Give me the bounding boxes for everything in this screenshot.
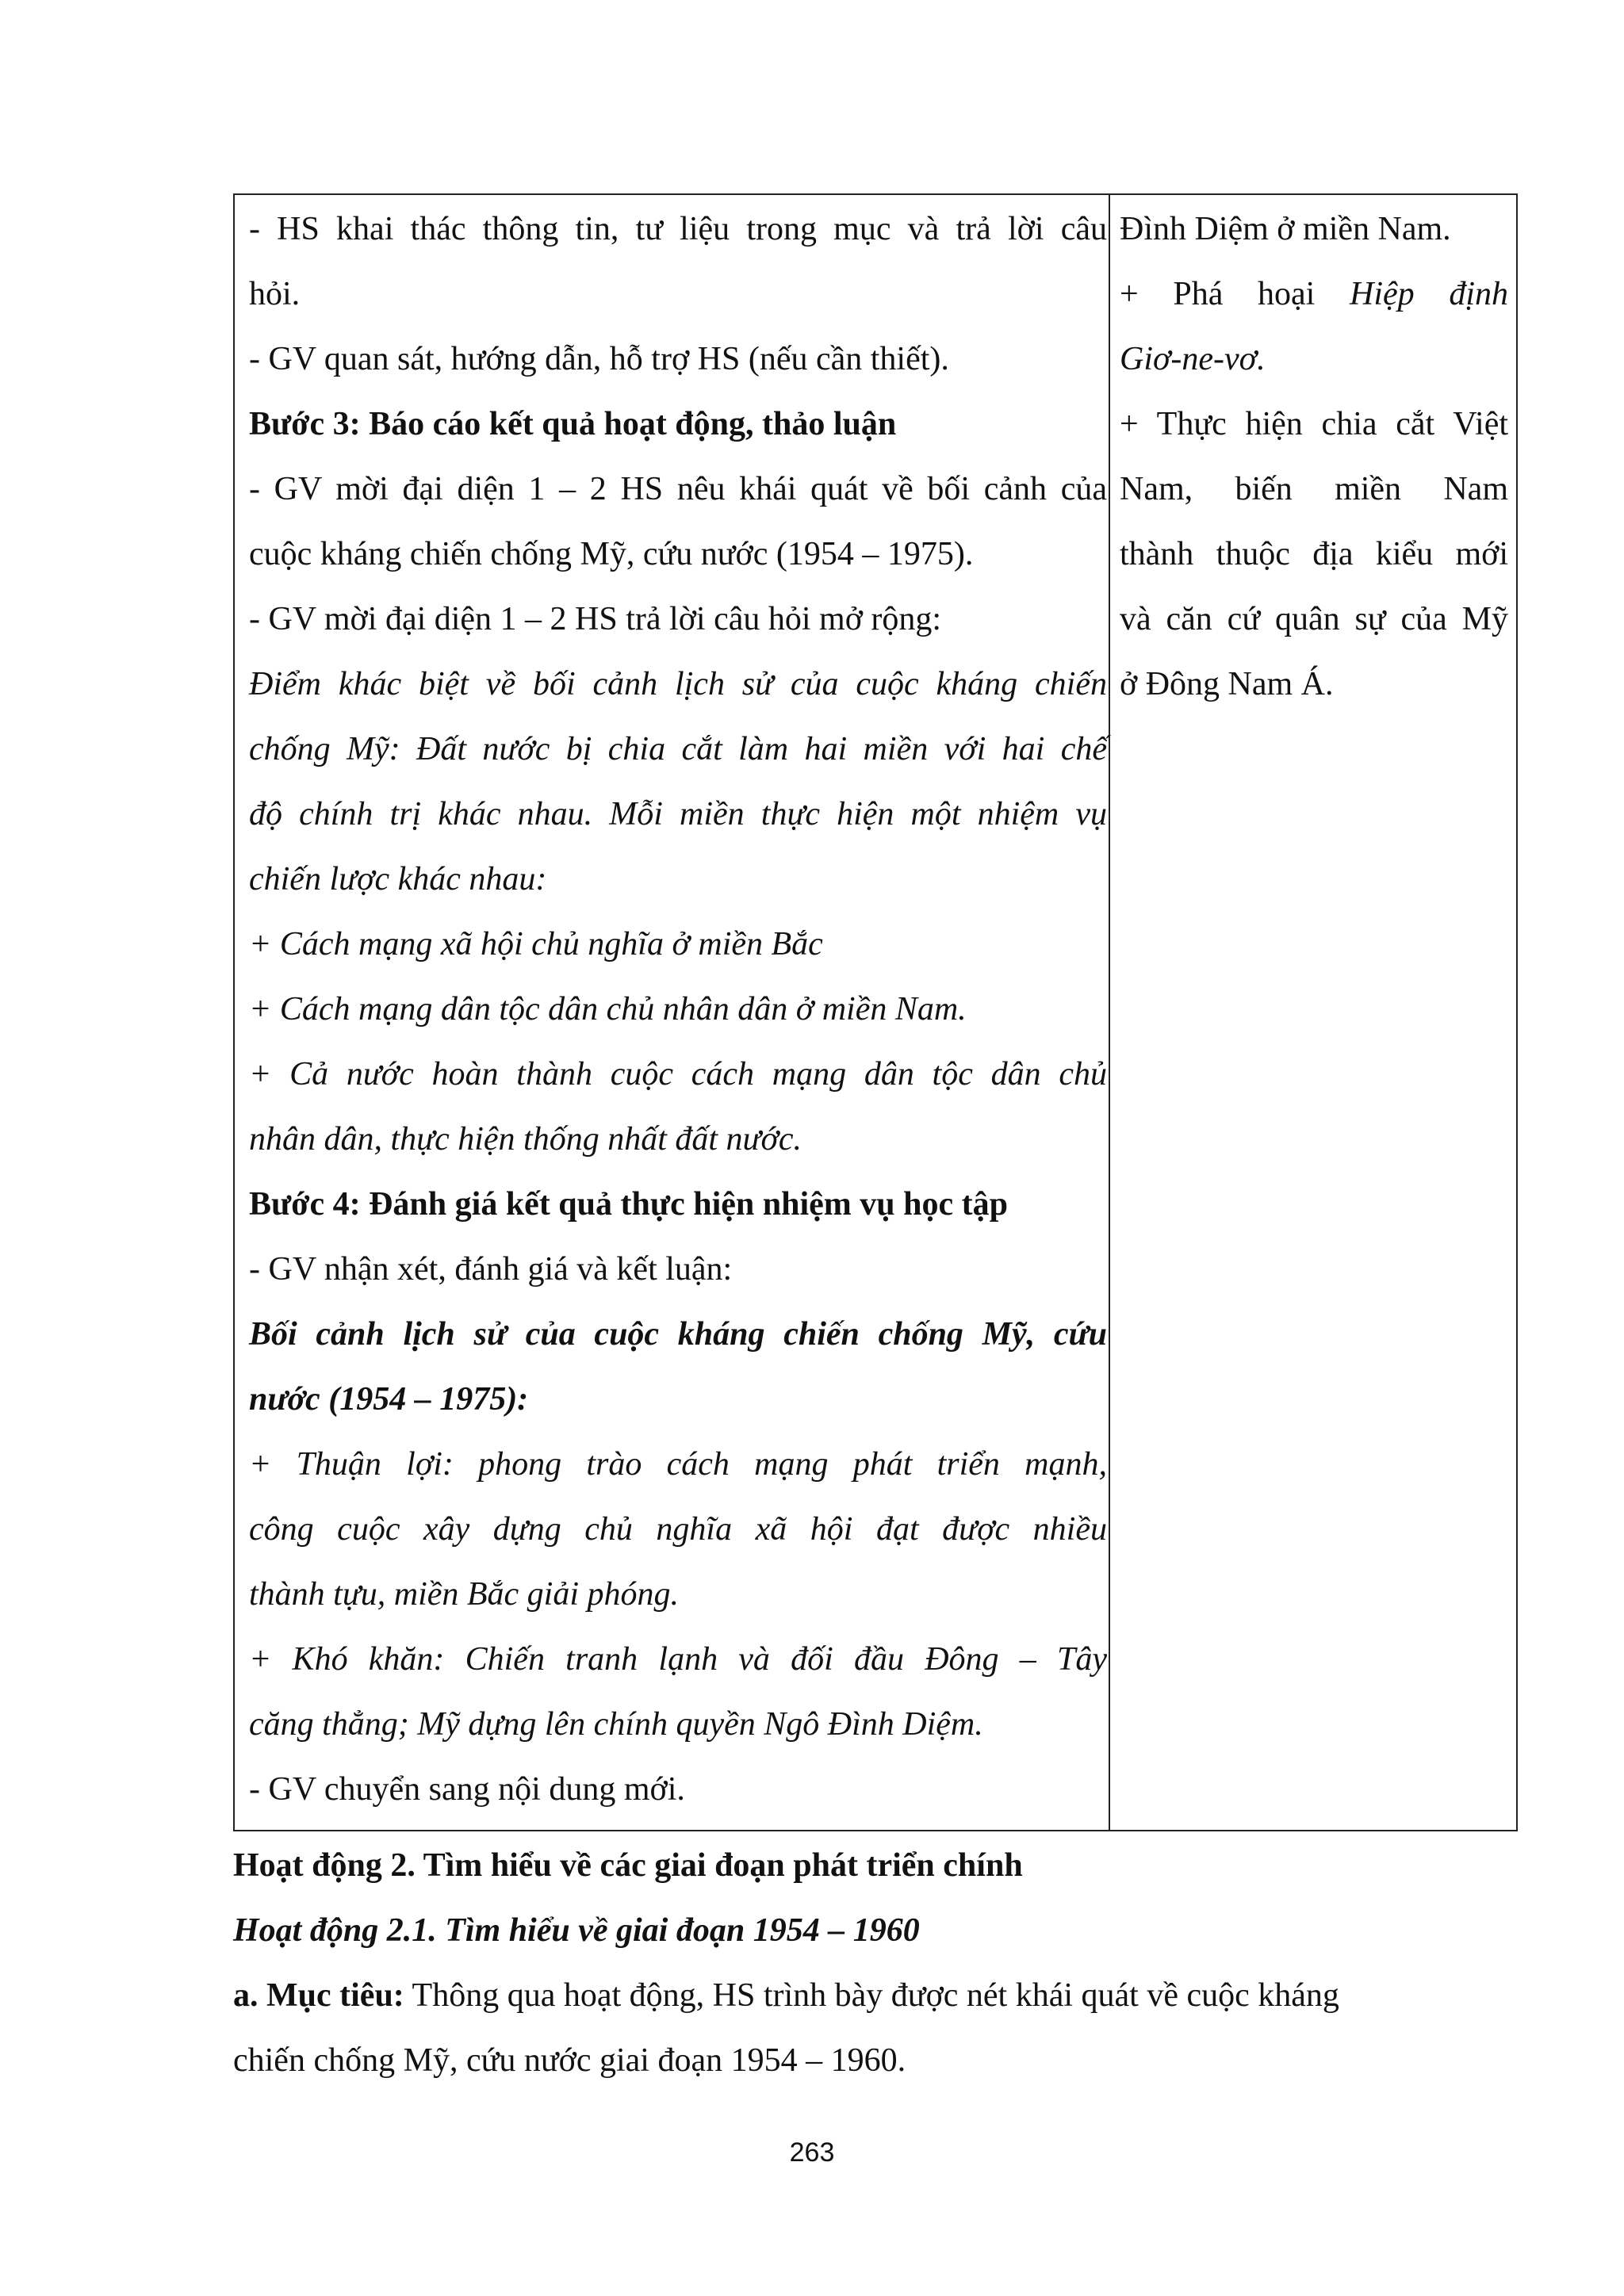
table-line: ở Đông Nam Á. (1120, 666, 1334, 702)
table-line: - GV mời đại diện 1 – 2 HS nêu khái quát về bối cảnh của (249, 471, 1107, 507)
activity-column (249, 197, 1107, 1822)
lesson-table (233, 193, 1518, 1831)
section-heading: Hoạt động 2. Tìm hiểu về các giai đoạn phát triển chính (233, 1847, 1023, 1884)
table-line: hỏi. (249, 276, 301, 312)
table-line: - GV quan sát, hướng dẫn, hỗ trợ HS (nếu cần thiết). (249, 341, 949, 377)
product-column (1120, 197, 1508, 717)
page-number: 263 (789, 2137, 835, 2168)
table-line: - GV mời đại diện 1 – 2 HS trả lời câu hỏi mở rộng: (249, 601, 942, 637)
table-line: - GV nhận xét, đánh giá và kết luận: (249, 1251, 733, 1288)
column-divider (1109, 195, 1110, 1830)
table-line: Giơ-ne-vơ. (1120, 341, 1266, 377)
table-line: + Thực hiện chia cắt Việt (1120, 406, 1508, 442)
objective-line: chiến chống Mỹ, cứu nước giai đoạn 1954 – 1960. (233, 2042, 906, 2079)
section-subheading: Hoạt động 2.1. Tìm hiểu về giai đoạn 1954 – 1960 (233, 1912, 920, 1949)
step-heading: Bước 3: Báo cáo kết quả hoạt động, thảo luận (249, 406, 897, 442)
table-line: + Cách mạng xã hội chủ nghĩa ở miền Bắc (249, 926, 823, 962)
table-line: Điểm khác biệt về bối cảnh lịch sử của cuộc kháng chiến (249, 666, 1107, 702)
table-line: thành tựu, miền Bắc giải phóng. (249, 1576, 680, 1613)
section-block (233, 1833, 1534, 2093)
table-line: thành thuộc địa kiểu mới (1120, 536, 1508, 572)
table-line: + Cách mạng dân tộc dân chủ nhân dân ở miền Nam. (249, 991, 967, 1027)
objective-text: Thông qua hoạt động, HS trình bày được nét khái quát về cuộc kháng (404, 1977, 1339, 2014)
text-span: + Phá hoại (1120, 276, 1350, 312)
table-line: chống Mỹ: Đất nước bị chia cắt làm hai miền với hai chế (249, 731, 1107, 767)
table-line: + Khó khăn: Chiến tranh lạnh và đối đầu Đông – Tây (249, 1641, 1107, 1678)
italic-span: Hiệp định (1350, 276, 1508, 312)
table-line: độ chính trị khác nhau. Mỗi miền thực hiện một nhiệm vụ (249, 796, 1107, 832)
objective-line (233, 1963, 1534, 2028)
table-line: Đình Diệm ở miền Nam. (1120, 211, 1451, 247)
table-line: + Cả nước hoàn thành cuộc cách mạng dân tộc dân chủ (249, 1056, 1107, 1093)
table-line: - HS khai thác thông tin, tư liệu trong mục và trả lời câu (249, 211, 1107, 247)
table-line: căng thẳng; Mỹ dựng lên chính quyền Ngô Đình Diệm. (249, 1706, 983, 1743)
table-line: cuộc kháng chiến chống Mỹ, cứu nước (1954 – 1975). (249, 536, 974, 572)
step-heading: Bước 4: Đánh giá kết quả thực hiện nhiệm vụ học tập (249, 1186, 1008, 1223)
table-line: chiến lược khác nhau: (249, 861, 547, 897)
objective-label: a. Mục tiêu: (233, 1977, 404, 2014)
table-line: Nam, biến miền Nam (1120, 471, 1508, 507)
table-line: và căn cứ quân sự của Mỹ (1120, 601, 1508, 637)
conclusion-heading: Bối cảnh lịch sử của cuộc kháng chiến chống Mỹ, cứu (249, 1316, 1107, 1353)
table-line (1120, 262, 1508, 327)
table-line: công cuộc xây dựng chủ nghĩa xã hội đạt được nhiều (249, 1511, 1107, 1548)
table-line: + Thuận lợi: phong trào cách mạng phát triển mạnh, (249, 1446, 1107, 1483)
conclusion-heading: nước (1954 – 1975): (249, 1381, 529, 1418)
table-line: nhân dân, thực hiện thống nhất đất nước. (249, 1121, 802, 1158)
table-line: - GV chuyển sang nội dung mới. (249, 1771, 685, 1808)
